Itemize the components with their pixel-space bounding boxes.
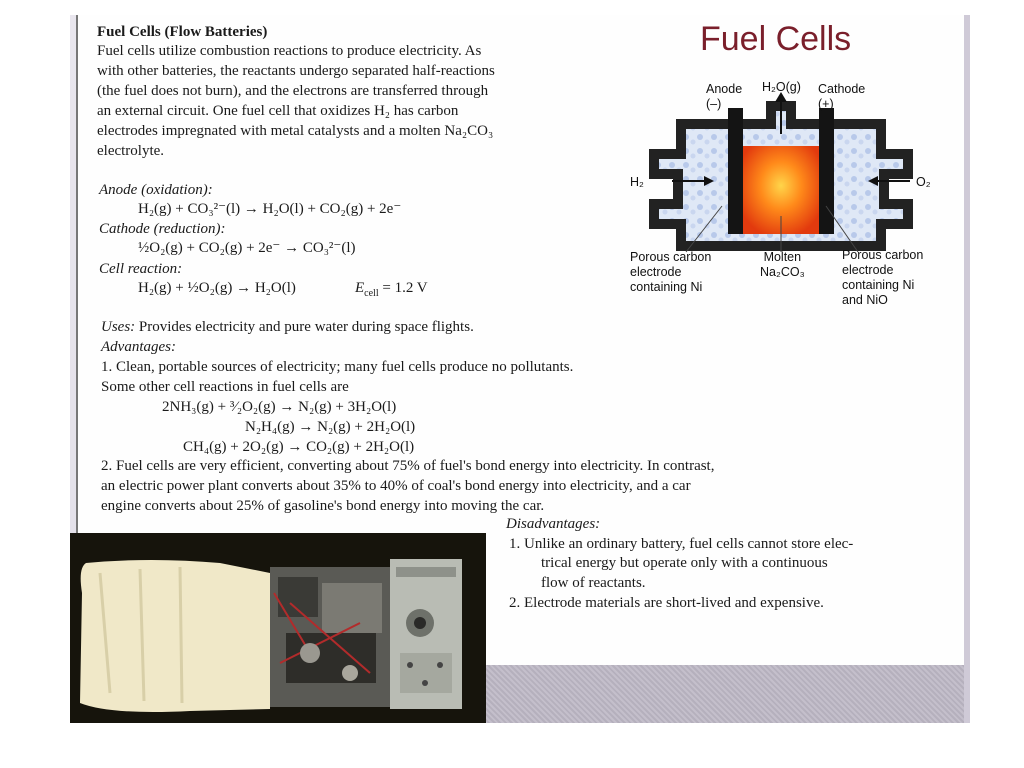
intro-line-3: (the fuel does not burn), and the electrons are transferred through bbox=[97, 83, 489, 99]
cell-potential-subscript: cell bbox=[364, 288, 379, 299]
uses-text: Provides electricity and pure water during space flights. bbox=[135, 319, 474, 335]
reaction-methane: CH₄(g) + 2O₂(g) → CO₂(g) + 2H₂O(l) bbox=[183, 439, 415, 455]
intro-line-6: electrolyte. bbox=[97, 143, 165, 159]
water-label: H₂O(g) bbox=[762, 80, 801, 94]
advantage-2-line-2: an electric power plant converts about 35% to 40% of coal's bond energy into electricity, and a car bbox=[101, 478, 691, 494]
cathode-label: Cathode (reduction): bbox=[99, 221, 226, 237]
advantage-1: 1. Clean, portable sources of electricity; many fuel cells produce no pollutants. bbox=[101, 359, 574, 375]
fuel-cell-photo bbox=[70, 533, 486, 723]
porous-electrode-right-label: Porous carbon electrode containing Ni and NiO bbox=[842, 248, 924, 307]
porous-electrode-left-label: Porous carbon electrode containing Ni bbox=[630, 250, 712, 294]
uses-label: Uses: bbox=[101, 319, 136, 335]
advantage-2-line-3: engine converts about 25% of gasoline's bond energy into moving the car. bbox=[101, 498, 545, 514]
cathode-equation: ½O₂(g) + CO₂(g) + 2e⁻ → CO₃²⁻(l) bbox=[138, 240, 356, 256]
cell-equation: H₂(g) + ½O₂(g) → H₂O(l) bbox=[138, 280, 296, 296]
cell-potential-value: = 1.2 V bbox=[378, 280, 428, 296]
slide-title: Fuel Cells bbox=[700, 20, 852, 58]
textured-background bbox=[482, 665, 970, 723]
intro-line-2: with other batteries, the reactants undergo separated half-reactions bbox=[97, 63, 495, 79]
other-reactions-intro: Some other cell reactions in fuel cells are bbox=[101, 379, 349, 395]
disadvantage-1-line-2: trical energy but operate only with a continuous bbox=[541, 555, 828, 571]
anode-label: Anode (–) bbox=[706, 82, 743, 111]
reaction-hydrazine: N₂H₄(g) → N₂(g) + 2H₂O(l) bbox=[245, 419, 416, 435]
anode-label: Anode (oxidation): bbox=[99, 182, 213, 198]
o2-label: O₂ bbox=[916, 175, 931, 189]
intro-line-4: an external circuit. One fuel cell that oxidizes H₂ has carbon bbox=[97, 103, 459, 119]
uses-line bbox=[101, 317, 474, 337]
h2-label: H₂ bbox=[630, 175, 644, 189]
page-edge bbox=[964, 15, 970, 723]
disadvantages-label: Disadvantages: bbox=[506, 516, 601, 532]
cell-potential bbox=[355, 278, 428, 304]
anode-equation: H₂(g) + CO₃²⁻(l) → H₂O(l) + CO₂(g) + 2e⁻ bbox=[138, 201, 402, 217]
advantages-label: Advantages: bbox=[101, 339, 176, 355]
disadvantage-1-line-1: 1. Unlike an ordinary battery, fuel cells cannot store elec- bbox=[509, 536, 854, 552]
cell-reaction-label: Cell reaction: bbox=[99, 261, 183, 277]
molten-label: Molten Na₂CO₃ bbox=[760, 250, 805, 279]
anode-electrode bbox=[728, 108, 743, 234]
reaction-ammonia: 2NH₃(g) + ³⁄₂O₂(g) → N₂(g) + 3H₂O(l) bbox=[162, 399, 397, 415]
cell-potential-symbol: E bbox=[355, 280, 365, 296]
intro-line-1: Fuel cells utilize combustion reactions to produce electricity. As bbox=[97, 43, 482, 59]
fuel-cell-diagram bbox=[626, 76, 946, 316]
advantage-2-line-1: 2. Fuel cells are very efficient, converting about 75% of fuel's bond energy into electricity. In contrast, bbox=[101, 458, 715, 474]
disadvantage-1-line-3: flow of reactants. bbox=[541, 575, 646, 591]
cathode-label: Cathode (+) bbox=[818, 82, 866, 111]
disadvantage-2: 2. Electrode materials are short-lived and expensive. bbox=[509, 595, 824, 611]
intro-line-5: electrodes impregnated with metal catalysts and a molten Na₂CO₃ bbox=[97, 123, 494, 139]
section-heading: Fuel Cells (Flow Batteries) bbox=[97, 24, 268, 40]
fuel-cell-photo-illustration bbox=[70, 533, 486, 723]
